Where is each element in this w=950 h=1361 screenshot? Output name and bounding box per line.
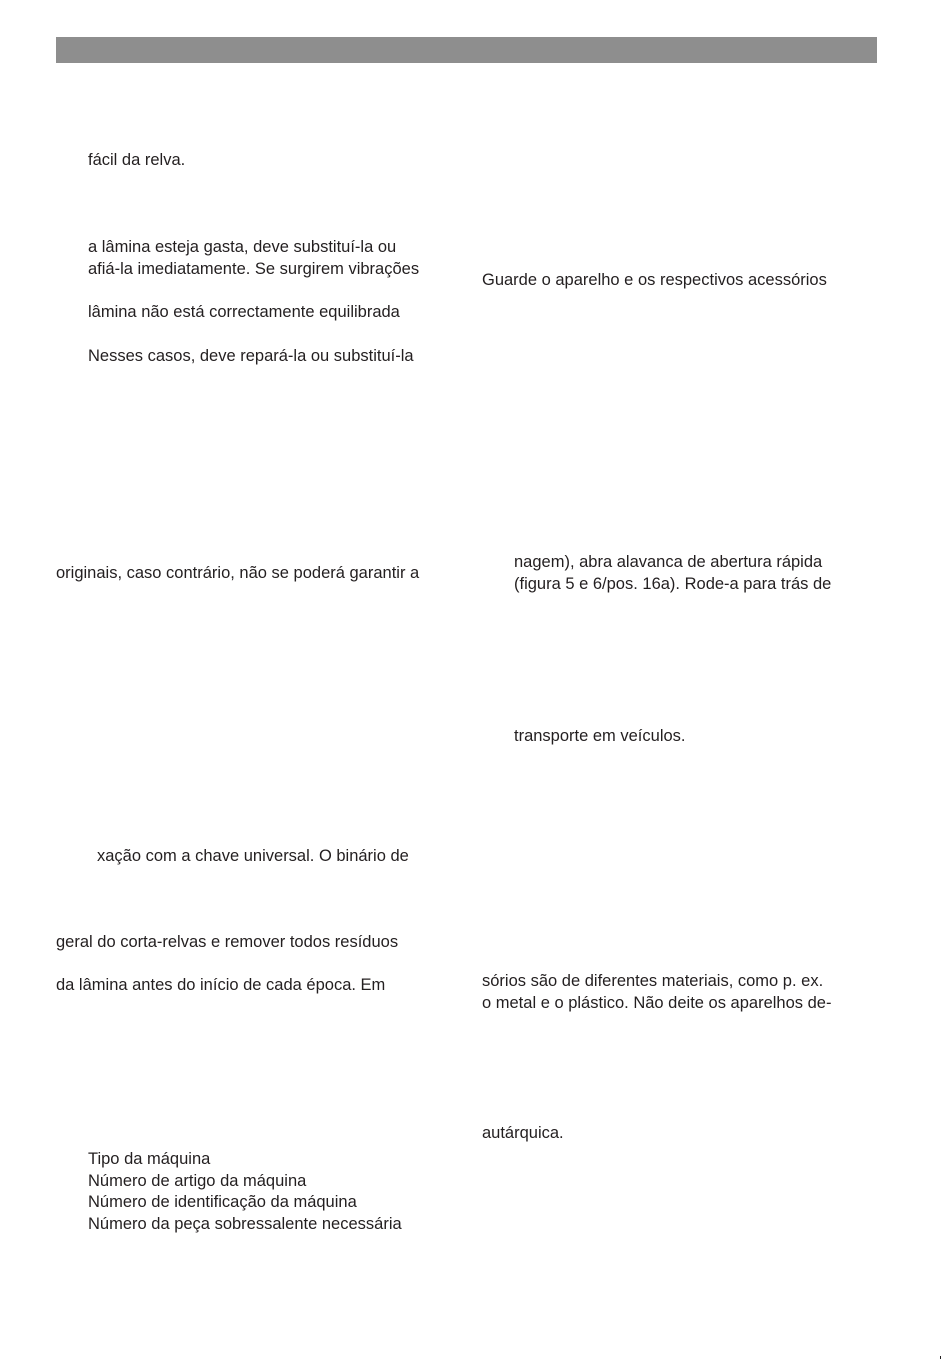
spare-parts-info-item: Tipo da máquina [88, 1150, 211, 1168]
header-bar [56, 37, 877, 63]
right-text-line: o metal e o plástico. Não deite os aparelhos de- [482, 994, 832, 1012]
left-text-line: afiá-la imediatamente. Se surgirem vibrações [88, 260, 420, 278]
left-text-line: Nesses casos, deve repará-la ou substituí-la [88, 347, 414, 365]
right-text-line: autárquica. [482, 1124, 564, 1142]
crop-mark [940, 1356, 941, 1359]
left-text-line: a lâmina esteja gasta, deve substituí-la ou [88, 238, 397, 256]
spare-parts-info-item: Número de artigo da máquina [88, 1172, 307, 1190]
left-text-line: lâmina não está correctamente equilibrada [88, 303, 400, 321]
left-text-line: originais, caso contrário, não se poderá garantir a [56, 564, 420, 582]
left-text-line: fácil da relva. [88, 151, 186, 169]
right-text-line: (figura 5 e 6/pos. 16a). Rode-a para trás de [514, 575, 832, 593]
right-text-line: sórios são de diferentes materiais, como p. ex. [482, 972, 824, 990]
spare-parts-info-item: Número da peça sobressalente necessária [88, 1215, 402, 1233]
spare-parts-info-item: Número de identificação da máquina [88, 1193, 357, 1211]
left-text-line: xação com a chave universal. O binário de [97, 847, 409, 865]
right-text-line: Guarde o aparelho e os respectivos acessórios [482, 271, 827, 289]
left-text-line: geral do corta-relvas e remover todos resíduos [56, 933, 399, 951]
right-text-line: nagem), abra alavanca de abertura rápida [514, 553, 823, 571]
left-text-line: da lâmina antes do início de cada época. Em [56, 976, 386, 994]
right-text-line: transporte em veículos. [514, 727, 686, 745]
